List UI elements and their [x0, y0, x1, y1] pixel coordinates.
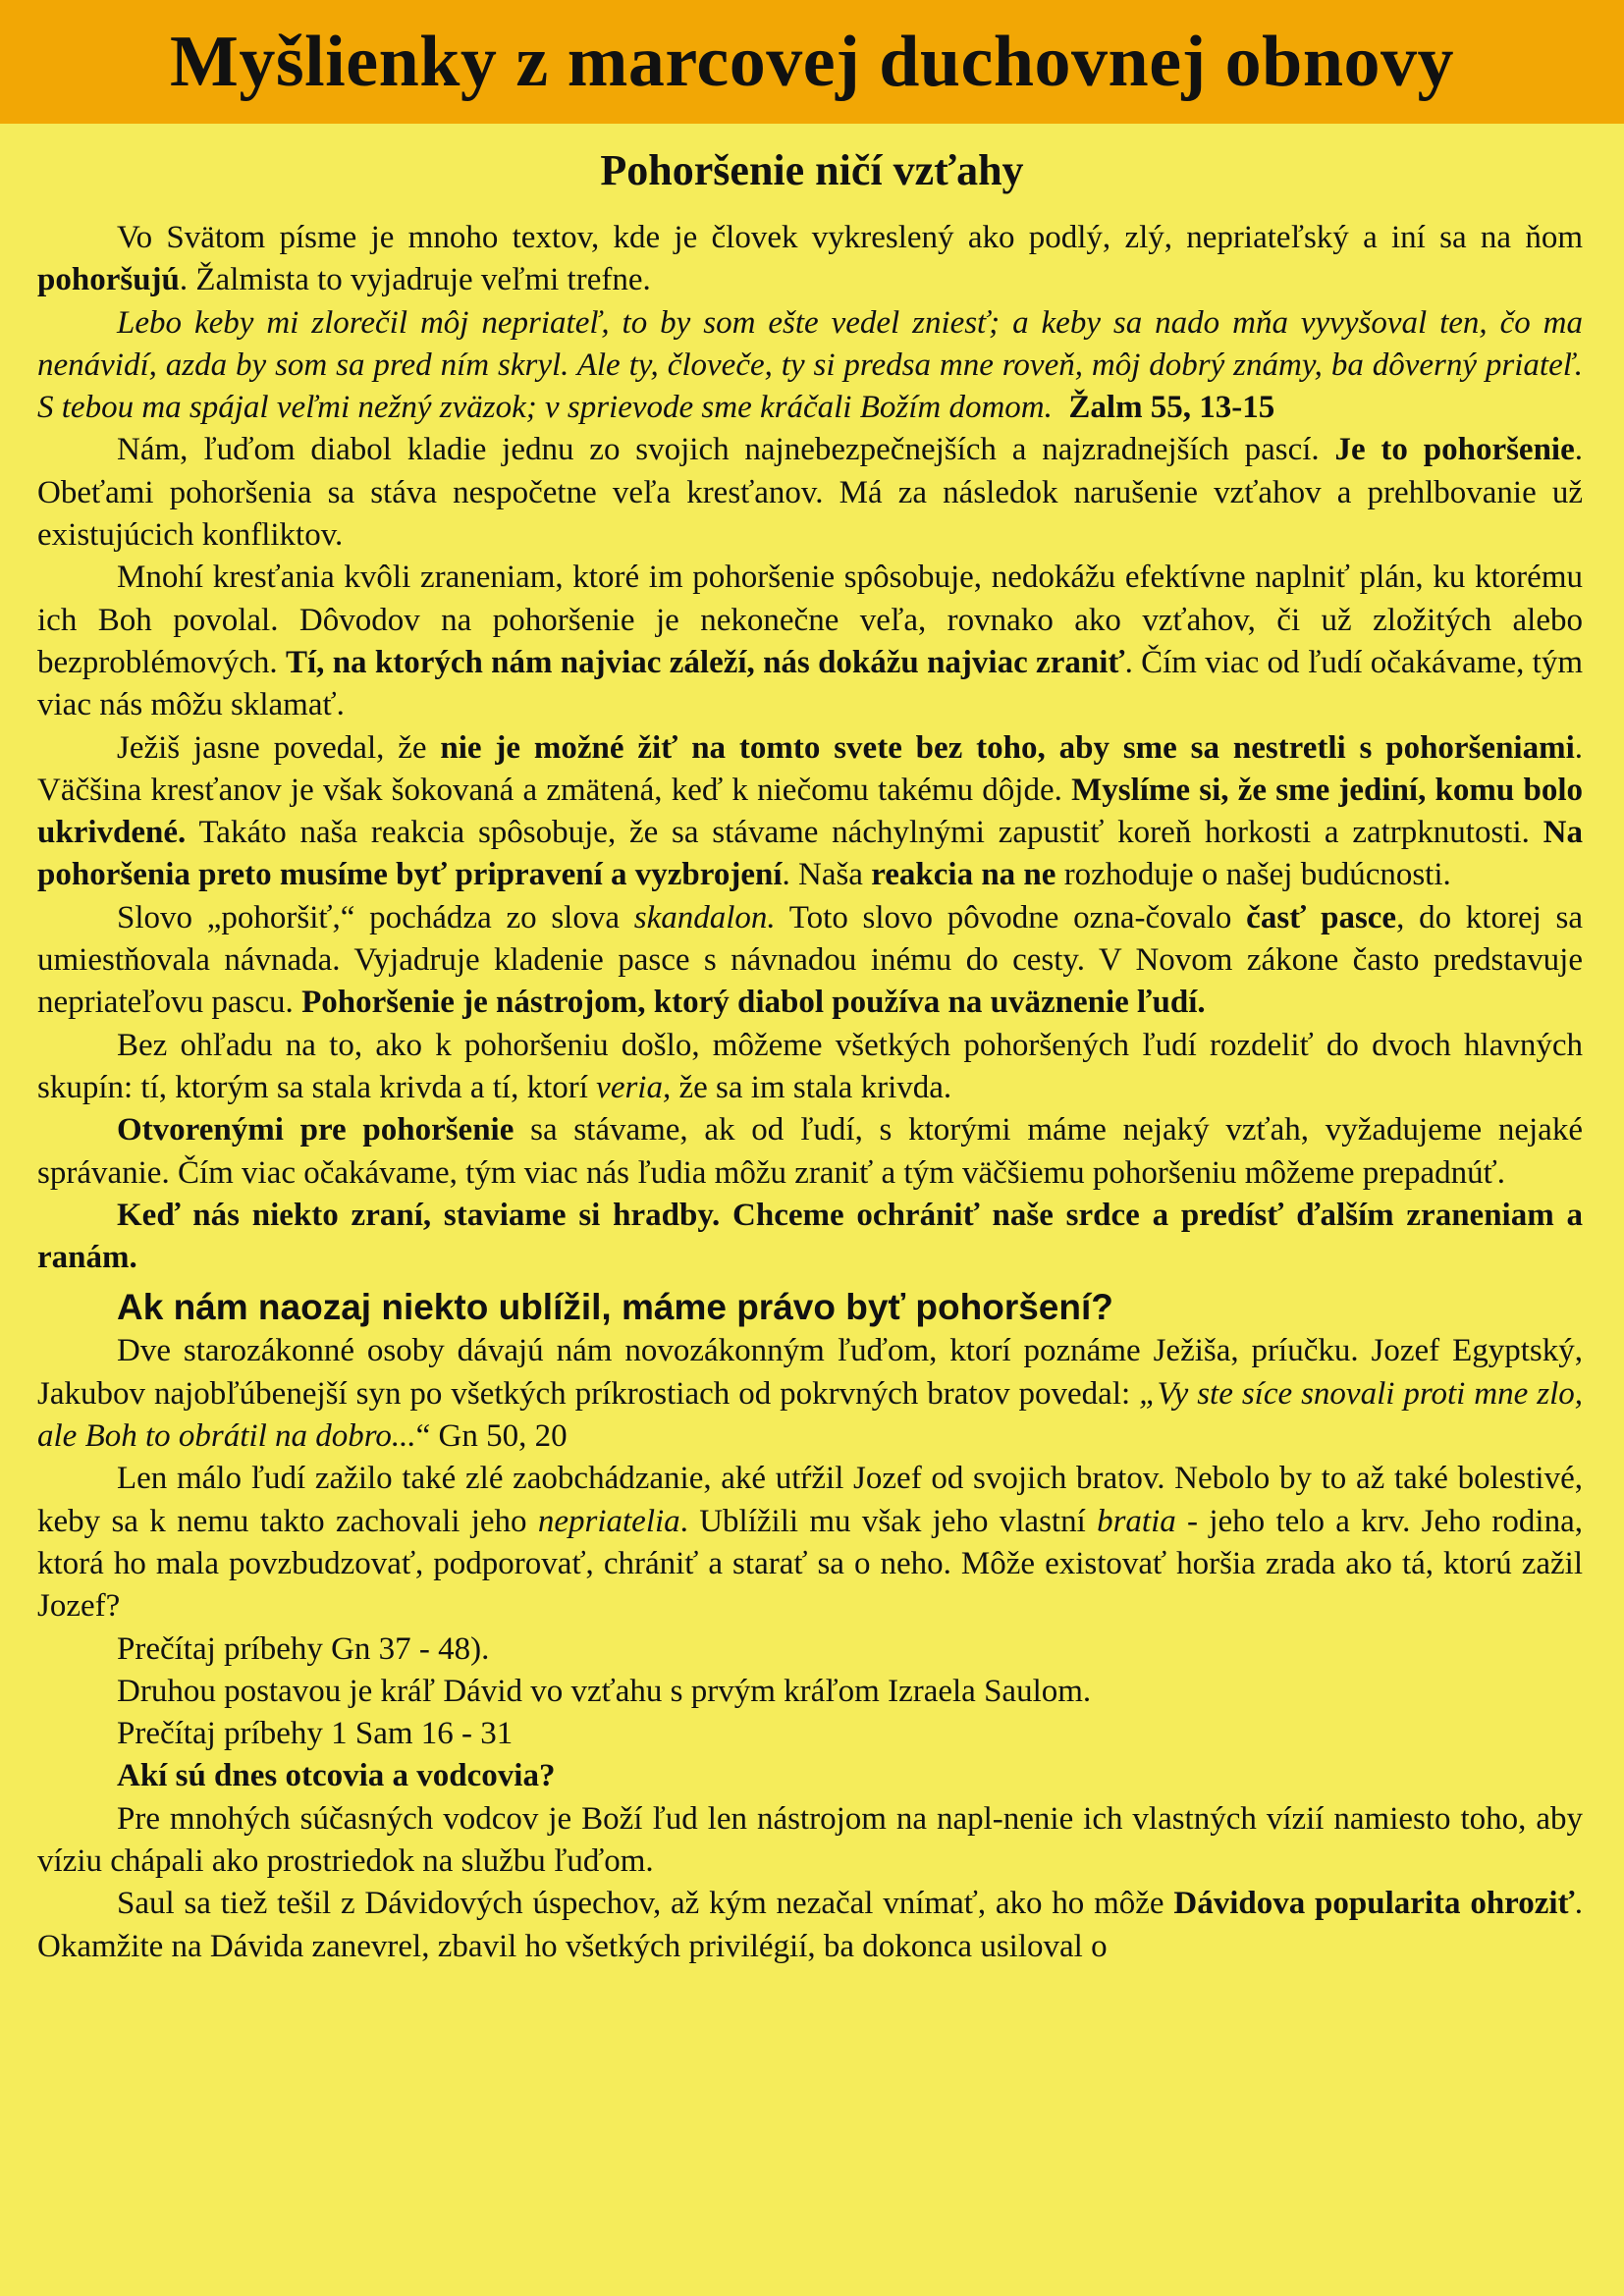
paragraph: Len málo ľudí zažilo také zlé zaobchádzanie, aké utŕžil Jozef od svojich bratov. Nebolo by to až také bolestivé, keby sa k nemu takto zachovali jeho nepriatelia. Ublížili mu však jeho vlastní bratia - jeho telo a krv. Jeho rodina, ktorá ho mala povzbudzovať, podporovať, chrániť a starať sa o neho. Môže existovať horšia zrada ako tá, ktorú zažil Jozef? [37, 1461, 1583, 1625]
paragraph: Saul sa tiež tešil z Dávidových úspechov, až kým nezačal vnímať, ako ho môže Dávidova popularita ohroziť. Okamžite na Dávida zanevrel, zbavil ho všetkých privilégií, ba dokonca usiloval o [37, 1886, 1583, 1964]
paragraph: Otvorenými pre pohoršenie sa stávame, ak od ľudí, s ktorými máme nejaký vzťah, vyžadujeme nejaké správanie. Čím viac očakávame, tým viac nás ľudia môžu zraniť a tým väčšiemu pohoršeniu môžeme prepadnúť. [37, 1112, 1583, 1191]
paragraph: Prečítaj príbehy Gn 37 - 48). [117, 1630, 490, 1667]
paragraph: Druhou postavou je kráľ Dávid vo vzťahu s prvým kráľom Izraela Saulom. [117, 1673, 1092, 1709]
paragraph: Pre mnohých súčasných vodcov je Boží ľud len nástrojom na napl-nenie ich vlastných vízií namiesto toho, aby víziu chápali ako prostriedok na službu ľuďom. [37, 1800, 1583, 1879]
paragraph: Slovo „pohoršiť,“ pochádza zo slova skandalon. Toto slovo pôvodne ozna-čovalo časť pasce, do ktorej sa umiestňovala návnada. Vyjadruje kladenie pasce s návnadou inému do cesty. V Novom zákone často predstavuje nepriateľovu pascu. Pohoršenie je nástrojom, ktorý diabol používa na uväznenie ľudí. [37, 899, 1583, 1021]
section-heading: Ak nám naozaj niekto ublížil, máme právo byť pohoršení? [117, 1287, 1113, 1328]
article-subtitle: Pohoršenie ničí vzťahy [600, 146, 1024, 194]
paragraph: Dve starozákonné osoby dávajú nám novozákonným ľuďom, ktorí poznáme Ježiša, príučku. Jozef Egyptský, Jakubov najobľúbenejší syn po všetkých príkrostiach od pokrvných bratov povedal: „Vy ste síce snovali proti mne zlo, ale Boh to obrátil na dobro...“ Gn 50, 20 [37, 1333, 1583, 1455]
paragraph: Nám, ľuďom diabol kladie jednu zo svojich najnebezpečnejších a najzradnejších pascí. Je to pohoršenie. Obeťami pohoršenia sa stáva nespočetne veľa kresťanov. Má za následok narušenie vzťahov a prehlbovanie už existujúcich konfliktov. [37, 432, 1583, 554]
paragraph-bold: Keď nás niekto zraní, staviame si hradby. Chceme ochrániť naše srdce a predísť ďalším zraneniam a ranám. [37, 1197, 1583, 1276]
page-title: Myšlienky z marcovej duchovnej obnovy [169, 21, 1454, 102]
article-body [0, 217, 1624, 1968]
paragraph: Vo Svätom písme je mnoho textov, kde je človek vykreslený ako podlý, zlý, nepriateľský a iní sa na ňom pohoršujú. Žalmista to vyjadruje veľmi trefne. [37, 220, 1583, 298]
psalm-quote: Lebo keby mi zlorečil môj nepriateľ, to by som ešte vedel zniesť; a keby sa nado mňa vyvyšoval ten, čo ma nenávidí, azda by som sa pred ním skryl. Ale ty, človeče, ty si predsa mne roveň, môj dobrý známy, ba dôverný priateľ. S tebou ma spájal veľmi nežný zväzok; v sprievode sme kráčali Božím domom. Žalm 55, 13-15 [37, 304, 1583, 426]
paragraph-bold: Akí sú dnes otcovia a vodcovia? [117, 1758, 556, 1794]
psalm-reference: Žalm 55, 13-15 [1068, 390, 1275, 426]
paragraph: Prečítaj príbehy 1 Sam 16 - 31 [117, 1716, 514, 1752]
paragraph: Ježiš jasne povedal, že nie je možné žiť na tomto svete bez toho, aby sme sa nestretli s pohoršeniami. Väčšina kresťanov je však šokovaná a zmätená, keď k niečomu takému dôjde. Myslíme si, že sme jediní, komu bolo ukrivdené. Takáto naša reakcia spôsobuje, že sa stávame náchylnými zapustiť koreň horkosti a zatrpknutosti. Na pohoršenia preto musíme byť pripravení a vyzbrojení. Naša reakcia na ne rozhoduje o našej budúcnosti. [37, 729, 1583, 893]
title-banner [0, 0, 1624, 124]
paragraph: Mnohí kresťania kvôli zraneniam, ktoré im pohoršenie spôsobuje, nedokážu efektívne naplniť plán, ku ktorému ich Boh povolal. Dôvodov na pohoršenie je nekonečne veľa, rovnako ako vzťahov, či už zložitých alebo bezproblémových. Tí, na ktorých nám najviac záleží, nás dokážu najviac zraniť. Čím viac od ľudí očakávame, tým viac nás môžu sklamať. [37, 560, 1583, 723]
paragraph: Bez ohľadu na to, ako k pohoršeniu došlo, môžeme všetkých pohoršených ľudí rozdeliť do dvoch hlavných skupín: tí, ktorým sa stala krivda a tí, ktorí veria, že sa im stala krivda. [37, 1027, 1583, 1105]
